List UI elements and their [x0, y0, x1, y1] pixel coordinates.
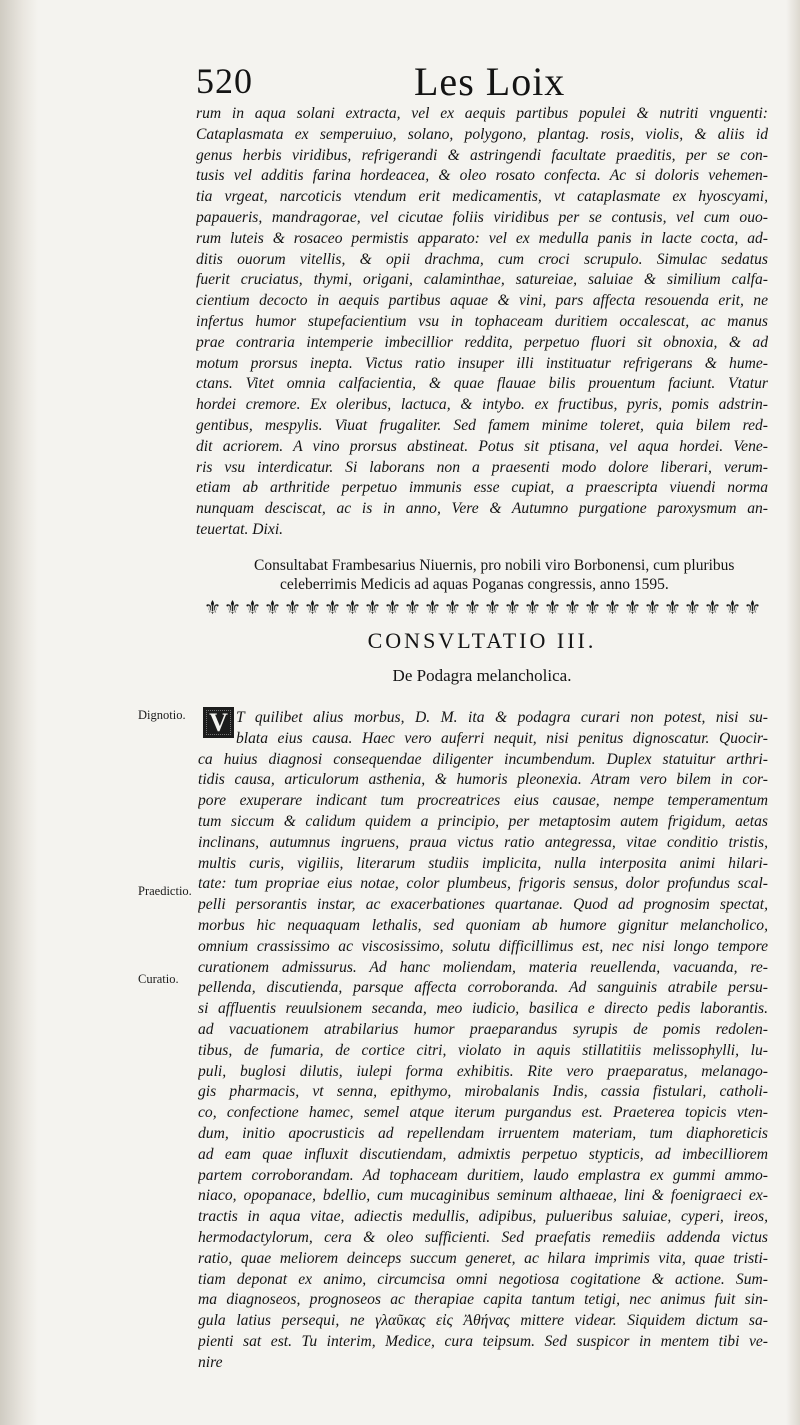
text-line: co, confectione hamec, semel atque iterum purgandus est. Praeterea topicis vten- [198, 1104, 768, 1122]
text-line: prae contraria intemperie imbecillior reddita, perpetuo fluori sit obnoxia, & ad [196, 333, 768, 351]
fleur-de-lis-icon: ⚜ [524, 597, 542, 619]
consultation-attribution [254, 556, 770, 594]
text-line: puli, buglosi dilutis, iulepi forma exhibitis. Rite vero praeparatus, melanago- [198, 1062, 768, 1080]
fleur-de-lis-icon: ⚜ [364, 597, 382, 619]
text-line: rum in aqua solani extracta, vel ex aequis partibus populei & nutriti vnguenti: [196, 105, 768, 122]
text-line: papaueris, mandragorae, vel cicutae foliis viridibus per se contusis, vel cum ouo- [196, 208, 768, 226]
text-line: motum prorsus inepta. Victus ratio insuper illi instituatur refrigerans & hume- [196, 354, 768, 372]
fleur-de-lis-icon: ⚜ [384, 597, 402, 619]
fleur-de-lis-icon: ⚜ [544, 597, 562, 619]
consultation-subtitle: De Podagra melancholica. [392, 666, 572, 685]
attribution-line: Consultabat Frambesarius Niuernis, pro nobili viro Borbonensi, cum pluribus [254, 557, 735, 574]
text-line: cientium decocto in aequis partibus aquae & vini, pars affecta resouenda erit, ne [196, 292, 768, 310]
fleur-de-lis-icon: ⚜ [204, 597, 222, 619]
fleur-de-lis-icon: ⚜ [284, 597, 302, 619]
text-line: rum luteis & rosaceo permistis apparato: vel ex medulla panis in lacte cocta, ad- [196, 229, 768, 247]
text-line: etiam ab arthritide perpetuo immunis esse cupiat, a praescripta viuendi norma [196, 479, 768, 497]
text-line: genus herbis viridibus, refrigerandi & astringendi facultate praeditis, per se con- [196, 146, 768, 164]
text-line: tractis in aqua vitae, adiectis medullis, adipibus, pulueribus saluiae, cyperi, ireos, [198, 1208, 768, 1226]
text-line: ctans. Vitet omnia calfacientia, & quae flauae bilis prouentum faciunt. Vtatur [196, 375, 768, 393]
text-line: ratio, quae meliorem deinceps succum generet, ac hilara imprimis vita, quae tristi- [198, 1249, 768, 1267]
text-line: pienti sat est. Tu interim, Medice, cura teipsum. Sed suspicor in mentem tibi ve- [198, 1332, 768, 1350]
text-line: gis pharmacis, vt senna, epithymo, mirobalanis Indis, cassia fistulari, catholi- [198, 1083, 768, 1101]
fleur-de-lis-icon: ⚜ [644, 597, 662, 619]
fleur-de-lis-icon: ⚜ [304, 597, 322, 619]
text-line: curationem admissurus. Ad hanc moliendam, materia reuellenda, vacuanda, re- [198, 958, 768, 976]
text-line: tiam deponat ex animo, circumcisa omni negotiosa cogitatione & actione. Sum- [198, 1270, 768, 1288]
text-line: dum, initio apocrusticis ad repellendam irruentem materiam, tum diaphoreticis [198, 1124, 768, 1142]
text-line: blata eius causa. Haec vero auferri nequit, nisi penitus dignoscatur. Quocir- [236, 729, 768, 747]
text-block-continuation [196, 104, 768, 541]
fleur-de-lis-icon: ⚜ [344, 597, 362, 619]
text-line: ris vsu interdicatur. Si laborans non a praesenti modo dolore liberari, verum- [196, 458, 768, 476]
fleur-de-lis-icon: ⚜ [264, 597, 282, 619]
text-line: pelli persorantis instar, ac exacerbationes quartanae. Quod ad prognosim spectat, [198, 896, 768, 914]
text-line: dit acriorem. A vino prorsus abstineat. Potus sit ptisana, vel aqua hordei. Vene- [196, 437, 768, 455]
fleur-de-lis-icon: ⚜ [464, 597, 482, 619]
text-line: ca huius diagnosi consequendae diligenter incumbendum. Duplex statuitur arthri- [198, 750, 768, 768]
text-line: si affluentis reuulsionem secanda, meo iudicio, basilica e directo pedis laborantis. [198, 1000, 768, 1018]
fleur-de-lis-icon: ⚜ [704, 597, 722, 619]
text-line: ad vacuationem atrabilarius humor praeparandus syrupis de pomis redolen- [198, 1020, 768, 1038]
fleur-de-lis-icon: ⚜ [444, 597, 462, 619]
text-line: nunquam desciscat, ac is in anno, Vere & Autumno purgatione paroxysmum an- [196, 500, 768, 518]
margin-note-dignotio: Dignotio. [138, 708, 186, 722]
text-line: ma diagnoseos, prognoseos ac therapiae capita tantum tetigi, nec animus fuit sin- [198, 1291, 768, 1309]
ornament-band [204, 597, 760, 619]
fleur-de-lis-icon: ⚜ [744, 597, 762, 619]
fleur-de-lis-icon: ⚜ [564, 597, 582, 619]
text-line: hermodactylorum, cera & oleo sufficienti. Sed praefatis remediis addenda victus [198, 1228, 768, 1246]
fleur-de-lis-icon: ⚜ [664, 597, 682, 619]
page-edge-shadow [786, 0, 800, 1425]
fleur-de-lis-icon: ⚜ [684, 597, 702, 619]
text-line: ad eam quae influxit discutiendam, admixtis perpetuo stypticis, ad imbecilliorem [198, 1145, 768, 1163]
drop-cap-letter: V [209, 707, 228, 737]
fleur-de-lis-icon: ⚜ [584, 597, 602, 619]
text-line: hordei cremore. Ex oleribus, lactuca, & intybo. ex fructibus, pyris, pomis adstrin- [196, 396, 768, 414]
running-title: Les Loix [414, 59, 566, 104]
text-line: morbus hic nequaquam lethalis, sed quoniam ab humore gignitur melancholico, [198, 916, 768, 934]
text-line: tusis vel additis farina hordeacea, & oleo rosato confecta. Ac si doloris vehemen- [196, 167, 768, 185]
text-line: infertus humor stupefacientium vsu in tophaceam duritiem occalescat, ac manus [196, 312, 768, 330]
text-line: nire [198, 1353, 223, 1371]
text-line: partem corroborandam. Ad tophaceam duritiem, laudo emplastra ex gummi ammo- [198, 1166, 768, 1184]
fleur-de-lis-icon: ⚜ [424, 597, 442, 619]
fleur-de-lis-icon: ⚜ [404, 597, 422, 619]
fleur-de-lis-icon: ⚜ [484, 597, 502, 619]
fleur-de-lis-icon: ⚜ [504, 597, 522, 619]
page-header [196, 58, 776, 106]
text-line: tidis causa, articulorum asthenia, & humoris pleonexia. Atram vero bilem in cor- [198, 771, 768, 789]
text-line: tate: tum propriae eius notae, color plumbeus, frigoris sensus, dolor profundus scal- [198, 875, 768, 893]
fleur-de-lis-icon: ⚜ [244, 597, 262, 619]
text-line: ditis ouorum vitellis, & opii drachma, cum croci scrupulo. Simulac sedatus [196, 250, 768, 268]
consultation-heading: CONSVLTATIO III. [367, 628, 597, 653]
text-line: fuerit cruciatus, thymi, origani, calaminthae, satureiae, saluiae & similium calfa- [196, 271, 768, 289]
margin-note-praedictio: Praedictio. [138, 884, 192, 898]
fleur-de-lis-icon: ⚜ [224, 597, 242, 619]
text-line: Cataplasmata ex semperuiuo, solano, polygono, plantag. rosis, violis, & aliis id [196, 125, 768, 143]
text-line: pore exuperare indicant tum procreatrices eius causae, nempe temperamentum [198, 792, 768, 810]
text-block-consultatio-iii [198, 708, 768, 1374]
text-line: multis curis, vigiliis, literarum studiis implicita, nulla interposita animi hilari- [198, 854, 768, 872]
fleur-de-lis-icon: ⚜ [324, 597, 342, 619]
text-line: gula latius persequi, ne γλαῦκας εἰς Ἀθήνας mittere videar. Siquidem dictum sa- [198, 1312, 768, 1330]
fleur-de-lis-icon: ⚜ [724, 597, 742, 619]
text-line: tum siccum & calidum quidem a principio, per metaptosim autem frigidum, aetas [198, 812, 768, 830]
text-line: inclinans, autumnus ingruens, praua victus ratio antegressa, vitae conditio tristis, [198, 833, 768, 851]
margin-note-curatio: Curatio. [138, 972, 179, 986]
text-line: tia vrgeat, narcoticis vtendum erit medicamentis, vt cataplasmate ex hyoscyami, [196, 188, 768, 206]
text-line: niaco, opopanace, bdellio, cum mucaginibus seminum althaeae, lini & foenigraeci ex- [198, 1187, 768, 1205]
attribution-line: celeberrimis Medicis ad aquas Poganas congressis, anno 1595. [280, 576, 669, 593]
fleur-de-lis-icon: ⚜ [604, 597, 622, 619]
text-line: pellenda, discutienda, parsque affecta corroboranda. Ad sanguinis atrabile persu- [198, 979, 768, 997]
text-line: teuertat. Dixi. [196, 520, 284, 538]
text-line: tibus, de fumaria, de cortice citri, violato in aquis stillatitiis melissophylli, lu- [198, 1041, 768, 1059]
page-gutter-shadow [0, 0, 38, 1425]
fleur-de-lis-icon: ⚜ [624, 597, 642, 619]
text-line: gentibus, mespylis. Viuat frugaliter. Sed famem minime toleret, quia bilem red- [196, 416, 768, 434]
page-number: 520 [196, 61, 253, 101]
text-line: omnium crassissimo ac viscosissimo, solutu difficillimus est, nec nisi longo tempore [198, 937, 768, 955]
text-line: T quilibet alius morbus, D. M. ita & podagra curari non potest, nisi su- [236, 709, 768, 726]
